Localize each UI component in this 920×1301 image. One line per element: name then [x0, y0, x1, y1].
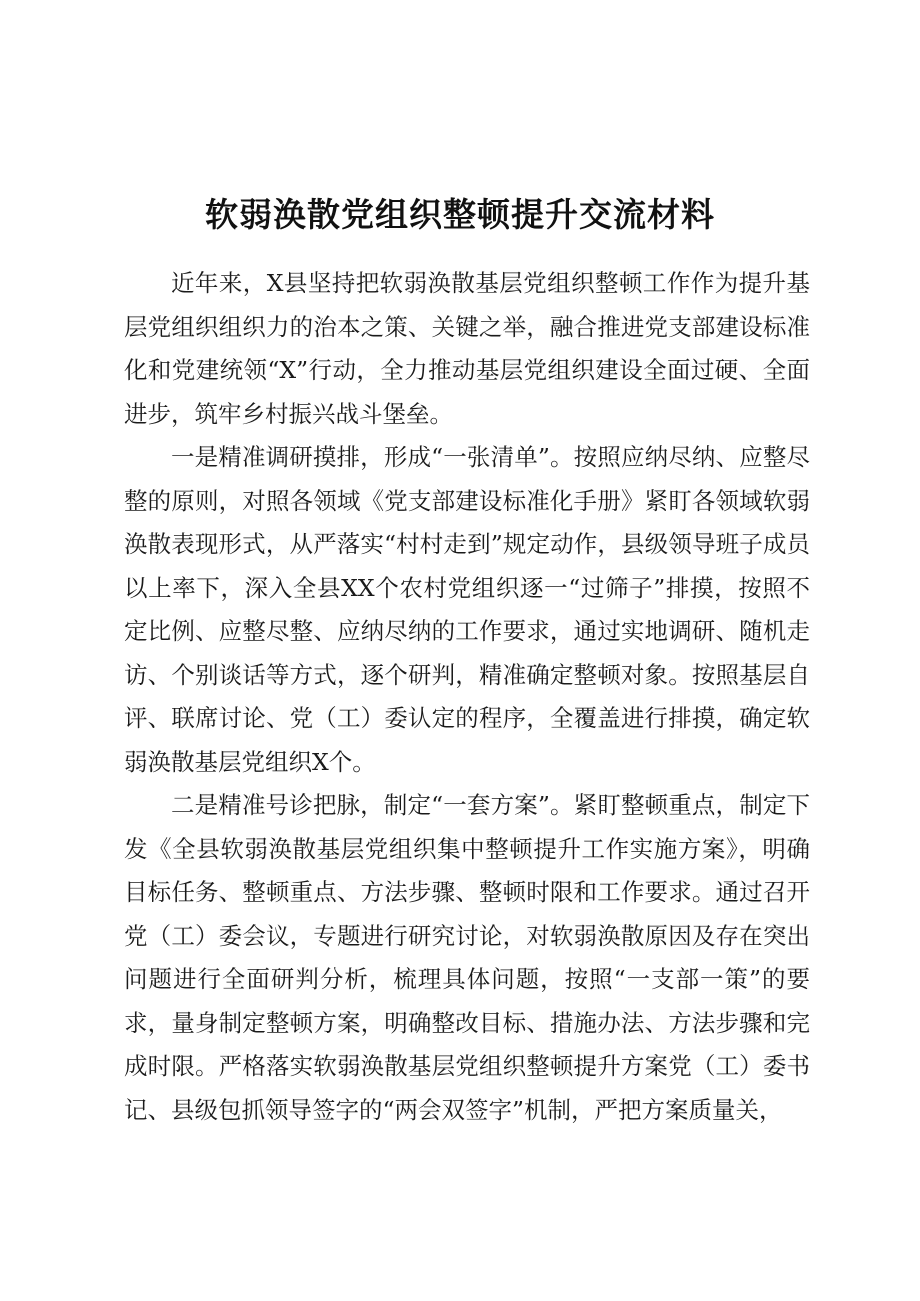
- document-body: [124, 262, 810, 1132]
- paragraph-diagnosis: 二是精准号诊把脉，制定“一套方案”。紧盯整顿重点，制定下发《全县软弱涣散基层党组织集中整顿提升工作实施方案》，明确目标任务、整顿重点、方法步骤、整顿时限和工作要求。通过召开党（工）委会议，专题进行研究讨论，对软弱涣散原因及存在突出问题进行全面研判分析，梳理具体问题，按照“一支部一策”的要求，量身制定整顿方案，明确整改目标、措施办法、方法步骤和完成时限。严格落实软弱涣散基层党组织整顿提升方案党（工）委书记、县级包抓领导签字的“两会双签字”机制，严把方案质量关，: [124, 791, 810, 1124]
- document-title: 软弱涣散党组织整顿提升交流材料: [205, 195, 715, 234]
- paragraph-survey: 一是精准调研摸排，形成“一张清单”。按照应纳尽纳、应整尽整的原则，对照各领域《党支部建设标准化手册》紧盯各领域软弱涣散表现形式，从严落实“村村走到”规定动作，县级领导班子成员以上率下，深入全县XX个农村党组织逐一“过筛子”排摸，按照不定比例、应整尽整、应纳尽纳的工作要求，通过实地调研、随机走访、个别谈话等方式，逐个研判，精准确定整顿对象。按照基层自评、联席讨论、党（工）委认定的程序，全覆盖进行排摸，确定软弱涣散基层党组织X个。: [124, 443, 810, 776]
- paragraph-intro: 近年来，X县坚持把软弱涣散基层党组织整顿工作作为提升基层党组织组织力的治本之策、关键之举，融合推进党支部建设标准化和党建统领“X”行动，全力推动基层党组织建设全面过硬、全面进步，筑牢乡村振兴战斗堡垒。: [124, 269, 810, 428]
